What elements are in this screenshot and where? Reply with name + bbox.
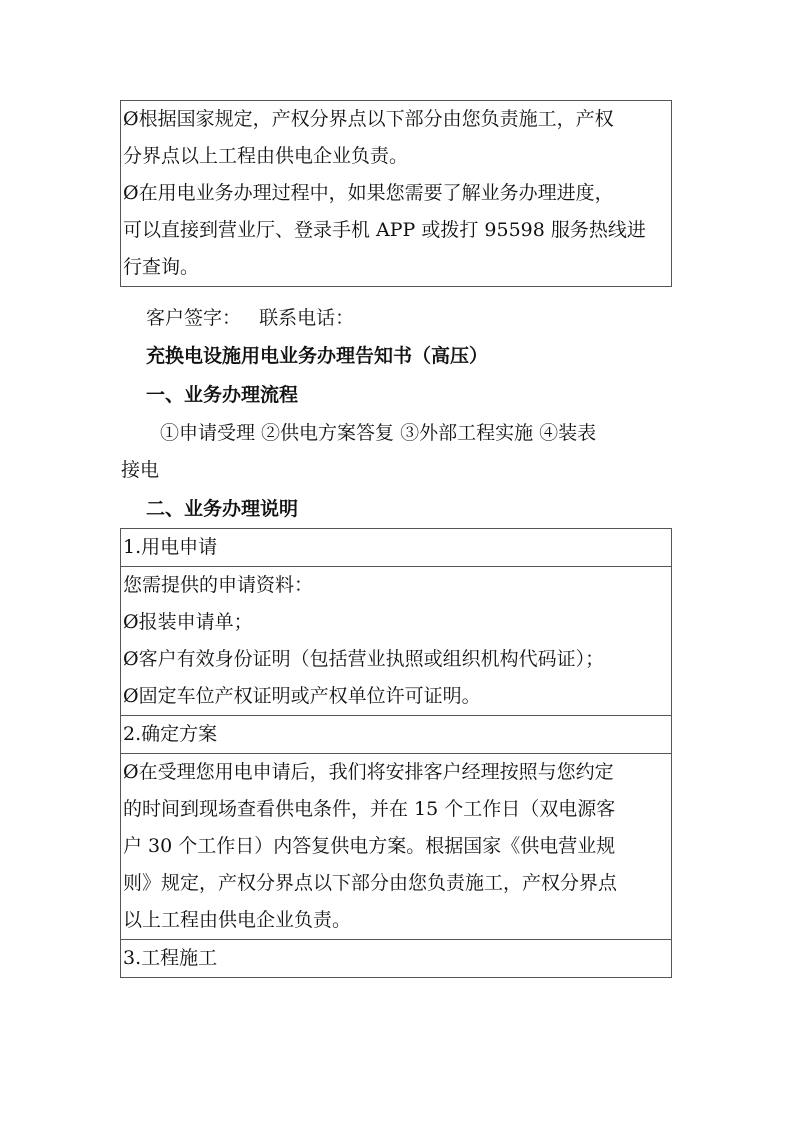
row-text: 则》规定，产权分界点以下部分由您负责施工，产权分界点: [123, 872, 618, 894]
row-text: 您需提供的申请资料：: [123, 574, 314, 596]
row-text: 2.确定方案: [123, 723, 218, 745]
section1-heading: 一、业务办理流程: [146, 384, 299, 406]
table-row-apply-title: [121, 529, 671, 567]
row-text: Ø报装申请单；: [123, 611, 253, 633]
table-row-plan-title: [121, 716, 671, 754]
row-text: 3.工程施工: [123, 947, 218, 969]
flow-steps-line1: ①申请受理 ②供电方案答复 ③外部工程实施 ④装表: [160, 422, 597, 444]
table-row-construction-title: [121, 940, 671, 977]
row-text: 以上工程由供电企业负责。: [123, 909, 352, 931]
top-info-box: [120, 100, 672, 287]
explanation-table: [120, 528, 672, 978]
row-text: 1.用电申请: [123, 536, 218, 558]
top-box-line: 可以直接到营业厅、登录手机 APP 或拨打 95598 服务热线进: [123, 219, 646, 241]
row-text: Ø在受理您用电申请后，我们将安排客户经理按照与您约定: [123, 761, 614, 783]
top-box-line: Ø在用电业务办理过程中，如果您需要了解业务办理进度，: [123, 182, 614, 204]
section2-heading: 二、业务办理说明: [146, 498, 299, 520]
table-row-materials: [121, 567, 671, 716]
flow-steps-line2: 接电: [121, 459, 160, 481]
row-text: Ø客户有效身份证明（包括营业执照或组织机构代码证）；: [123, 648, 605, 670]
table-row-plan-detail: [121, 754, 671, 940]
row-text: Ø固定车位产权证明或产权单位许可证明。: [123, 685, 481, 707]
signature-line: 客户签字： 联系电话：: [146, 307, 355, 329]
notice-title: 充换电设施用电业务办理告知书（高压）: [146, 345, 489, 367]
top-box-line: 分界点以上工程由供电企业负责。: [123, 145, 409, 167]
top-box-line: 行查询。: [123, 256, 200, 278]
row-text: 户 30 个工作日）内答复供电方案。根据国家《供电营业规: [123, 835, 616, 857]
row-text: 的时间到现场查看供电条件，并在 15 个工作日（双电源客: [123, 798, 616, 820]
top-box-line: Ø根据国家规定，产权分界点以下部分由您负责施工，产权: [123, 108, 614, 130]
